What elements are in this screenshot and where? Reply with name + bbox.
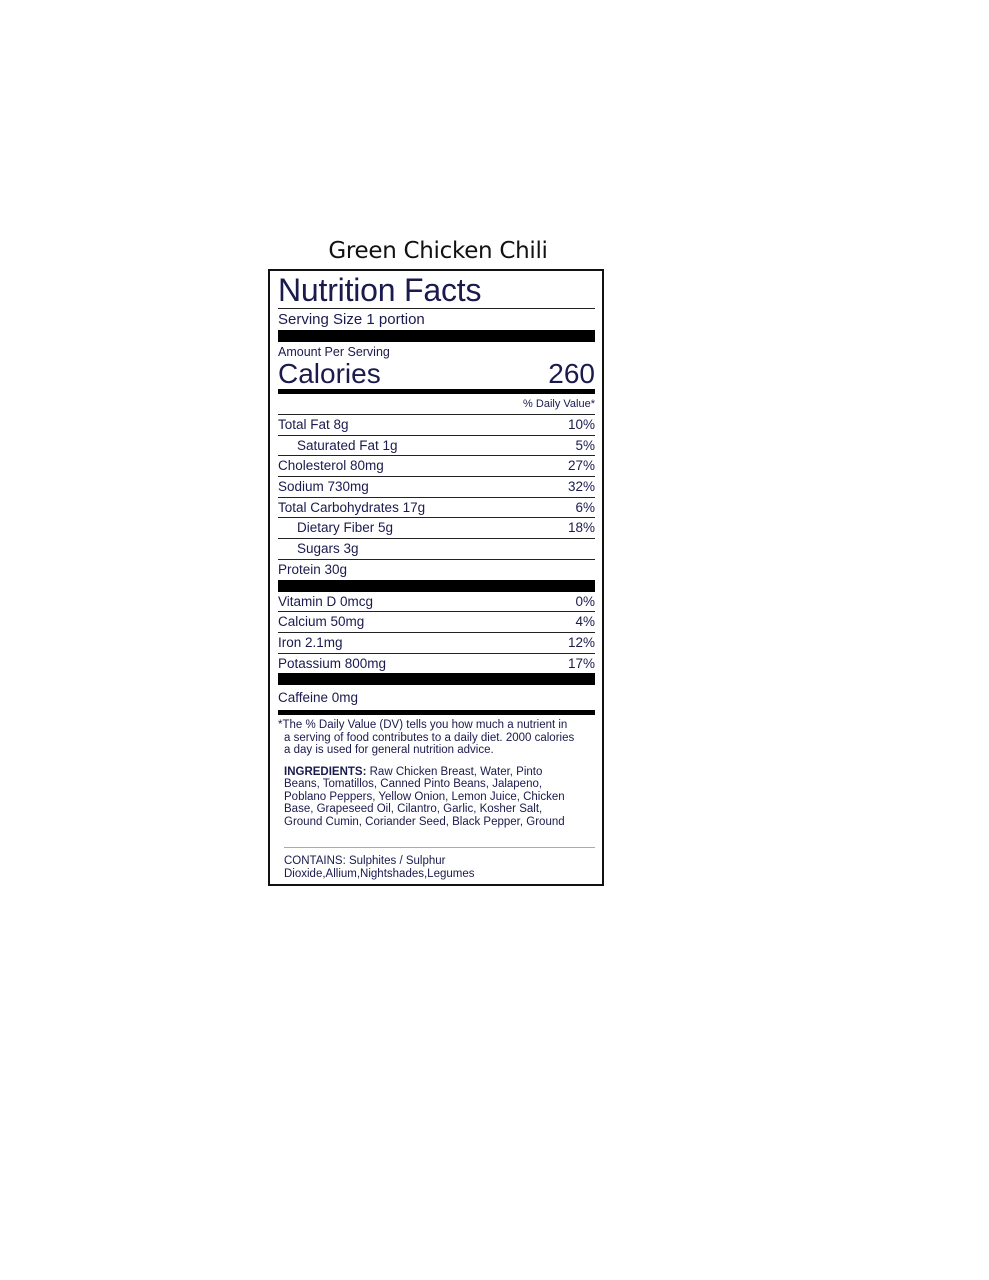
nutrient-row-sodium — [278, 476, 595, 497]
nutrient-name: Total Fat 8g — [278, 417, 349, 432]
nutrition-label — [268, 269, 604, 886]
medium-divider — [278, 710, 595, 715]
calories-label: Calories — [278, 358, 381, 389]
amount-per-serving: Amount Per Serving — [278, 345, 390, 359]
ingredients-block — [278, 766, 595, 829]
nutrient-name: Dietary Fiber 5g — [297, 520, 394, 536]
vitamin-dv: 12% — [567, 634, 595, 650]
daily-value-header: % Daily Value* — [523, 398, 595, 410]
nutrient-row-sugars — [278, 538, 595, 559]
nutrient-row-saturated-fat — [278, 435, 595, 456]
nutrient-name: Protein 30g — [278, 561, 348, 577]
ingredients-line: Base, Grapeseed Oil, Cilantro, Garlic, Kosher Salt, — [284, 803, 543, 816]
nutrient-row-protein — [278, 559, 595, 580]
thick-divider — [278, 330, 595, 342]
vitamin-name: Iron 2.1mg — [278, 634, 343, 650]
calories-value: 260 — [548, 358, 595, 389]
nutrient-name: Sugars 3g — [297, 541, 359, 557]
daily-value-footnote — [278, 719, 595, 757]
nutrient-row-cholesterol — [278, 455, 595, 476]
footnote-line: a serving of food contributes to a daily diet. 2000 calories — [284, 731, 575, 744]
nutrient-dv: 27% — [567, 458, 595, 474]
contains-line: CONTAINS: Sulphites / Sulphur — [284, 855, 446, 868]
nutrient-dv: 32% — [567, 479, 595, 495]
nutrient-dv: 6% — [575, 499, 595, 515]
allergen-contains — [278, 855, 504, 880]
ingredients-line — [284, 766, 595, 779]
nutrition-facts-heading: Nutrition Facts — [278, 272, 482, 308]
ingredients-text: Raw Chicken Breast, Water, Pinto — [366, 765, 543, 778]
product-title: Green Chicken Chili — [328, 238, 548, 264]
calories-row — [278, 359, 595, 389]
thick-divider — [278, 580, 595, 592]
thick-divider — [278, 673, 595, 685]
ingredients-line: Beans, Tomatillos, Canned Pinto Beans, Jalapeno, — [284, 778, 543, 791]
vitamin-row-calcium — [278, 612, 595, 633]
vitamin-name: Potassium 800mg — [278, 655, 387, 671]
caffeine-row: Caffeine 0mg — [278, 690, 359, 706]
vitamin-row-potassium — [278, 654, 595, 674]
vitamin-row-vitamin-d — [278, 592, 595, 613]
footnote-line: *The % Daily Value (DV) tells you how much a nutrient in — [278, 719, 568, 732]
ingredients-label: INGREDIENTS: — [284, 765, 367, 778]
nutrient-name: Saturated Fat 1g — [297, 437, 398, 453]
nutrient-name: Total Carbohydrates 17g — [278, 499, 426, 515]
nutrient-row-total-fat — [278, 414, 595, 435]
vitamin-dv: 17% — [567, 655, 595, 671]
vitamin-dv: 4% — [575, 614, 595, 630]
nutrient-name: Sodium 730mg — [278, 479, 369, 495]
nutrient-row-total-carbohydrates — [278, 497, 595, 518]
ingredients-line: Poblano Peppers, Yellow Onion, Lemon Juice, Chicken — [284, 790, 565, 803]
nutrient-dv: 10% — [567, 417, 595, 432]
nutrient-row-dietary-fiber — [278, 517, 595, 538]
vitamin-name: Calcium 50mg — [278, 614, 365, 630]
nutrient-dv: 18% — [567, 520, 595, 536]
contains-line: Dioxide,Allium,Nightshades,Legumes — [284, 867, 475, 880]
vitamin-row-iron — [278, 633, 595, 654]
ingredients-line: Ground Cumin, Coriander Seed, Black Pepper, Ground — [284, 815, 565, 828]
nutrient-name: Cholesterol 80mg — [278, 458, 384, 474]
vitamin-name: Vitamin D 0mcg — [278, 593, 374, 609]
vitamin-dv: 0% — [575, 593, 595, 609]
nutrient-dv: 5% — [575, 437, 595, 453]
footnote-line: a day is used for general nutrition advice. — [284, 744, 494, 757]
serving-size: Serving Size 1 portion — [278, 311, 425, 328]
divider — [284, 847, 595, 848]
